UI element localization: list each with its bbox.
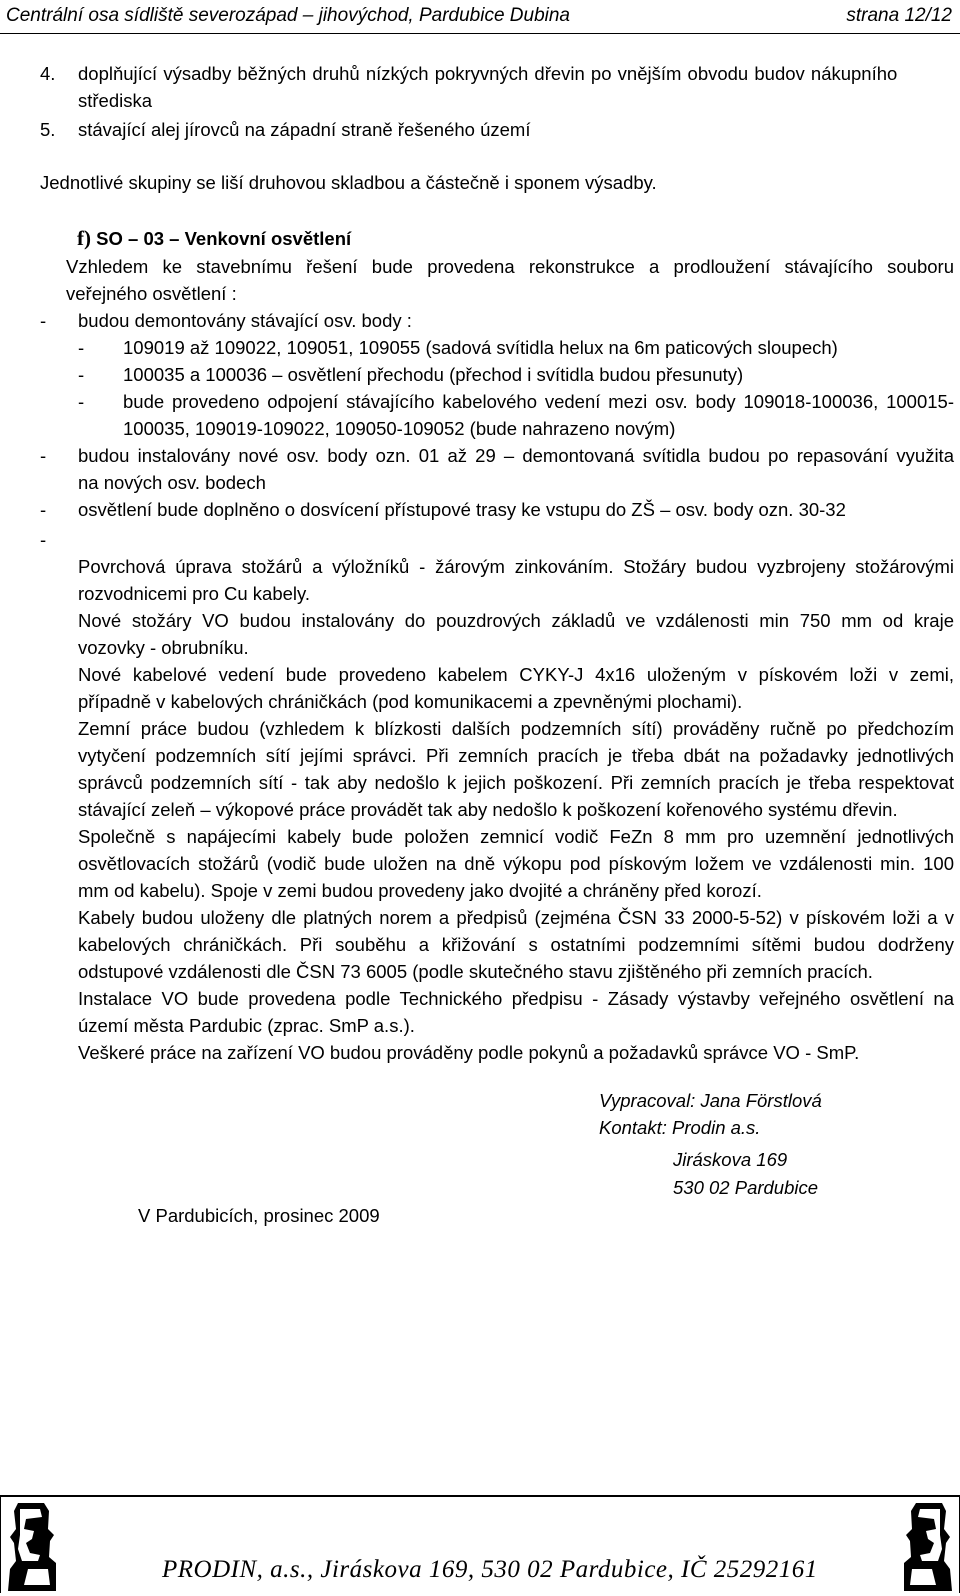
sub-bullet-text: 109019 až 109022, 109051, 109055 (sadová svítidla helux na 6m paticových sloupech) (123, 337, 838, 358)
paragraph-line: Veškeré práce na zařízení VO budou prováděny podle pokynů a požadavků správce VO - SmP. (78, 1042, 860, 1063)
paragraph-line: mm od kabelu). Spoje v zemi budou provedeny jako dvojité a chráněny před korozí. (78, 880, 762, 901)
dash: - (40, 445, 47, 466)
sub-bullet-text: bude provedeno odpojení stávajícího kabelového vedení mezi osv. body 109018-100036, 100015- (123, 391, 954, 412)
section-intro: veřejného osvětlení : (66, 283, 237, 304)
bullet-text: osvětlení bude doplněno o dosvícení přístupové trasy ke vstupu do ZŠ – osv. body ozn. 30-32 (78, 499, 846, 520)
dash: - (78, 337, 85, 358)
contact: Kontakt: Prodin a.s. (599, 1117, 761, 1138)
paragraph-line: odstupové vzdálenosti dle ČSN 73 6005 (podle skutečného stavu zjištěného při zemních pracích. (78, 961, 873, 982)
section-title: SO – 03 – Venkovní osvětlení (96, 228, 352, 249)
bullet-text: budou instalovány nové osv. body ozn. 01 až 29 – demontovaná svítidla budou po repasování využita (78, 445, 954, 466)
place-date: V Pardubicích, prosinec 2009 (138, 1205, 380, 1226)
paragraph-line: případně v kabelových chráničkách (pod komunikacemi a zpevněnými plochami). (78, 691, 743, 712)
section-intro: Vzhledem ke stavebnímu řešení bude provedena rekonstrukce a prodloužení stávajícího souboru (66, 256, 954, 277)
dash: - (40, 310, 47, 331)
paragraph-line: Instalace VO bude provedena podle Technického předpisu - Zásady výstavby veřejného osvětlení na (78, 988, 954, 1009)
dash: - (78, 364, 85, 385)
list-item-text: střediska (78, 90, 153, 111)
header-title: Centrální osa sídliště severozápad – jihovýchod, Pardubice Dubina (6, 5, 570, 26)
paragraph-line: osvětlovacích stožárů (vodič bude uložen na dně výkopu pod pískovým ložem ve vzdálenosti min. 100 (78, 853, 954, 874)
paragraph-line: stávající zeleň – výkopové práce provádět tak aby nedošlo k poškození kořenového systému dřevin. (78, 799, 898, 820)
footer-text: PRODIN, a.s., Jiráskova 169, 530 02 Pardubice, IČ 25292161 (162, 1556, 818, 1583)
footer-divider (0, 1495, 960, 1497)
groups-note: Jednotlivé skupiny se liší druhovou skladbou a částečně i sponem výsadby. (40, 172, 657, 193)
paragraph-line: Nové kabelové vedení bude provedeno kabelem CYKY-J 4x16 uloženým v pískovém loži v zemi, (78, 664, 954, 685)
paragraph-line: kabelových chráničkách. Při souběhu a křižování s ostatními podzemními sítěmi budou dodrženy (78, 934, 954, 955)
paragraph-line: Nové stožáry VO budou instalovány do pouzdrových základů ve vzdálenosti min 750 mm od kraje (78, 610, 954, 631)
moai-head-logo-icon (4, 1499, 62, 1591)
dash: - (40, 499, 47, 520)
section-letter: f) (77, 226, 91, 250)
sub-bullet-text: 100035, 109019-109022, 109050-109052 (bude nahrazeno novým) (123, 418, 676, 439)
paragraph-line: území města Pardubic (zprac. SmP a.s.). (78, 1015, 415, 1036)
footer-left-rule (0, 1495, 1, 1593)
paragraph-line: Společně s napájecími kabely bude položen zemnicí vodič FeZn 8 mm pro uzemnění jednotlivých (78, 826, 954, 847)
paragraph-line: správců podzemních sítí - tak aby nedošlo k jejich poškození. Při zemních pracích je třeba respektovat (78, 772, 954, 793)
dash: - (78, 391, 85, 412)
paragraph-line: rozvodnicemi pro Cu kabely. (78, 583, 311, 604)
page-number: strana 12/12 (846, 5, 952, 26)
bullet-text: na nových osv. bodech (78, 472, 266, 493)
section-heading (77, 225, 351, 252)
list-item-num: 4. (40, 63, 56, 84)
paragraph-line: Povrchová úprava stožárů a výložníků - žárovým zinkováním. Stožáry budou vyzbrojeny stožárovými (78, 556, 954, 577)
bullet-text: budou demontovány stávající osv. body : (78, 310, 412, 331)
paragraph-line: vytyčení podzemních sítí jejími správci. Při zemních pracích je třeba dbát na požadavky jednotlivých (78, 745, 954, 766)
list-item-num: 5. (40, 119, 56, 140)
contact-city: 530 02 Pardubice (673, 1177, 819, 1198)
dash: - (40, 529, 47, 550)
header-divider (0, 33, 960, 34)
paragraph-line: Zemní práce budou (vzhledem k blízkosti dalších podzemních sítí) prováděny ručně po předchozím (78, 718, 954, 739)
moai-head-logo-icon (898, 1499, 956, 1591)
paragraph-line: vozovky - obrubníku. (78, 637, 249, 658)
list-item-text: stávající alej jírovců na západní straně řešeného území (78, 119, 531, 140)
prepared-by: Vypracoval: Jana Förstlová (599, 1090, 822, 1111)
list-item-text: doplňující výsadby běžných druhů nízkých pokryvných dřevin po vnějším obvodu budov nákupního (78, 63, 898, 84)
sub-bullet-text: 100035 a 100036 – osvětlení přechodu (přechod i svítidla budou přesunuty) (123, 364, 744, 385)
paragraph-line: Kabely budou uloženy dle platných norem a předpisů (zejména ČSN 33 2000-5-52) v pískovém loži a v (78, 907, 954, 928)
contact-street: Jiráskova 169 (673, 1149, 788, 1170)
